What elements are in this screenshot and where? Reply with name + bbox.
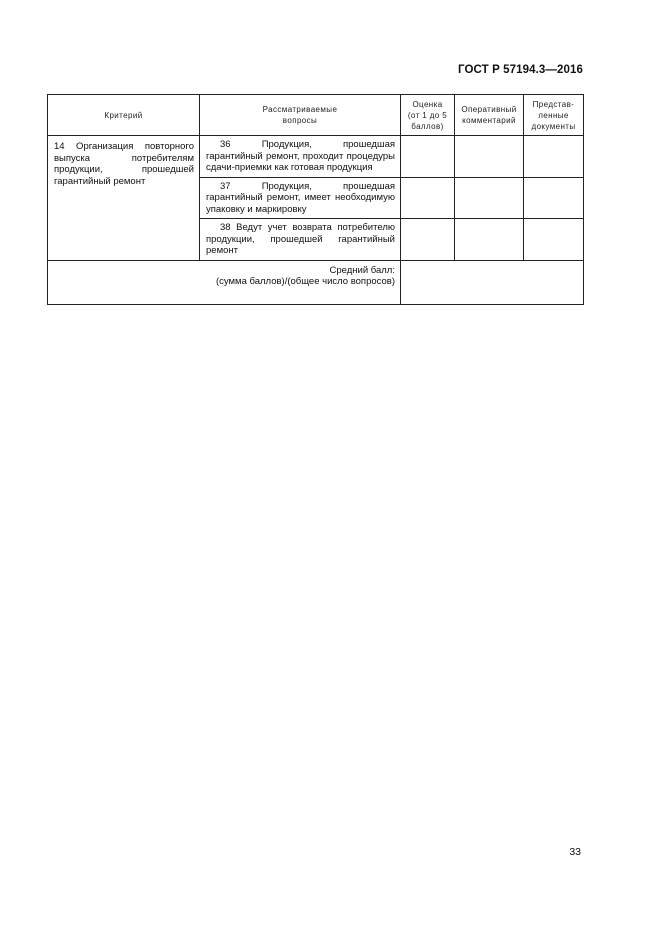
question-text: 38 Ведут учет возврата потребителю продукции, прошедшей гарантийный ремонт [206, 222, 395, 256]
header-comment: Оперативный комментарий [455, 95, 524, 136]
standard-number: ГОСТ Р 57194.3—2016 [458, 64, 583, 76]
question-text: 36 Продукция, прошедшая гарантийный ремонт, проходит процедуры сдачи-приемки как готовая продукция [206, 139, 395, 173]
score-cell[interactable] [401, 177, 455, 219]
question-cell [200, 136, 401, 178]
table-row [48, 136, 584, 178]
question-cell [200, 177, 401, 219]
criterion-cell [48, 136, 200, 261]
documents-cell[interactable] [524, 136, 584, 178]
average-value-cell[interactable] [401, 260, 584, 304]
documents-cell[interactable] [524, 177, 584, 219]
criterion-text: 14 Организация повторного выпуска потребителям продукции, прошедшей гарантийный ремонт [54, 141, 194, 187]
score-cell[interactable] [401, 136, 455, 178]
comment-cell[interactable] [455, 177, 524, 219]
header-questions: Рассматриваемые вопросы [200, 95, 401, 136]
table-header-row [48, 95, 584, 136]
header-documents: Представ- ленные документы [524, 95, 584, 136]
question-cell [200, 219, 401, 261]
average-label [48, 261, 400, 288]
header-score: Оценка (от 1 до 5 баллов) [401, 95, 455, 136]
comment-cell[interactable] [455, 219, 524, 261]
documents-cell[interactable] [524, 219, 584, 261]
average-title: Средний балл: [329, 264, 395, 276]
page-number: 33 [569, 846, 581, 858]
average-formula: (сумма баллов)/(общее число вопросов) [215, 276, 395, 287]
criteria-table [47, 94, 584, 305]
average-row [48, 260, 584, 304]
score-cell[interactable] [401, 219, 455, 261]
question-text: 37 Продукция, прошедшая гарантийный ремонт, имеет необходимую упаковку и маркировку [206, 180, 395, 215]
header-criterion: Критерий [48, 95, 200, 136]
average-label-cell [48, 260, 401, 304]
comment-cell[interactable] [455, 136, 524, 178]
